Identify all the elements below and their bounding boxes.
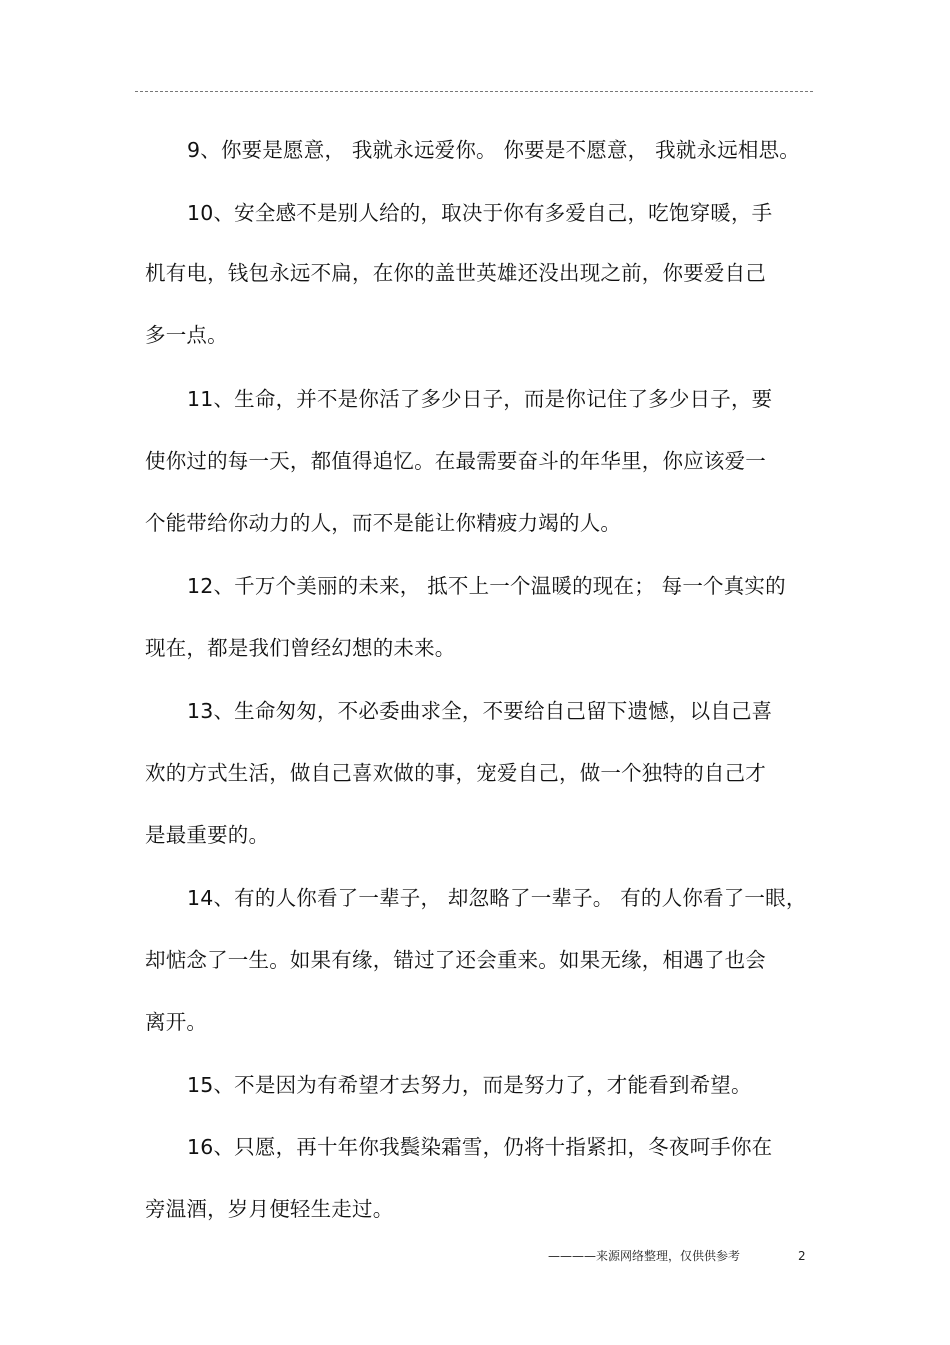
paragraph-16-line-2: 旁温酒，岁月便轻生走过。 [145, 1197, 394, 1221]
paragraph-12-line-2: 现在，都是我们曾经幻想的未来。 [145, 636, 456, 660]
paragraph-12-line-1: 12、千万个美丽的未来， 抵不上一个温暖的现在； 每一个真实的 [187, 574, 786, 598]
paragraph-11-line-3: 个能带给你动力的人，而不是能让你精疲力竭的人。 [145, 511, 622, 535]
paragraph-10-line-1: 10、安全感不是别人给的，取决于你有多爱自己，吃饱穿暖，手 [187, 201, 773, 225]
footer-source-note: ————来源网络整理，仅供供参考 [548, 1249, 741, 1263]
paragraph-16-line-1: 16、只愿，再十年你我鬓染霜雪，仍将十指紧扣，冬夜呵手你在 [187, 1135, 773, 1159]
paragraph-15-line-1: 15、不是因为有希望才去努力，而是努力了，才能看到希望。 [187, 1073, 752, 1097]
paragraph-10-line-2: 机有电，钱包永远不扁，在你的盖世英雄还没出现之前，你要爱自己 [145, 261, 766, 285]
paragraph-14-line-3: 离开。 [145, 1010, 208, 1034]
paragraph-11-line-2: 使你过的每一天，都值得追忆。在最需要奋斗的年华里，你应该爱一 [145, 449, 766, 473]
page-number: 2 [798, 1249, 806, 1263]
paragraph-9-line-1: 9、你要是愿意， 我就永远爱你。 你要是不愿意， 我就永远相思。 [187, 138, 800, 162]
header-divider [135, 91, 813, 92]
paragraph-13-line-3: 是最重要的。 [145, 823, 270, 847]
paragraph-10-line-3: 多一点。 [145, 323, 228, 347]
paragraph-13-line-1: 13、生命匆匆，不必委曲求全，不要给自己留下遗憾，以自己喜 [187, 699, 773, 723]
paragraph-14-line-1: 14、有的人你看了一辈子， 却忽略了一辈子。 有的人你看了一眼， [187, 886, 807, 910]
paragraph-11-line-1: 11、生命，并不是你活了多少日子，而是你记住了多少日子，要 [187, 387, 773, 411]
paragraph-13-line-2: 欢的方式生活，做自己喜欢做的事，宠爱自己，做一个独特的自己才 [145, 761, 766, 785]
paragraph-14-line-2: 却惦念了一生。如果有缘，错过了还会重来。如果无缘，相遇了也会 [145, 948, 766, 972]
